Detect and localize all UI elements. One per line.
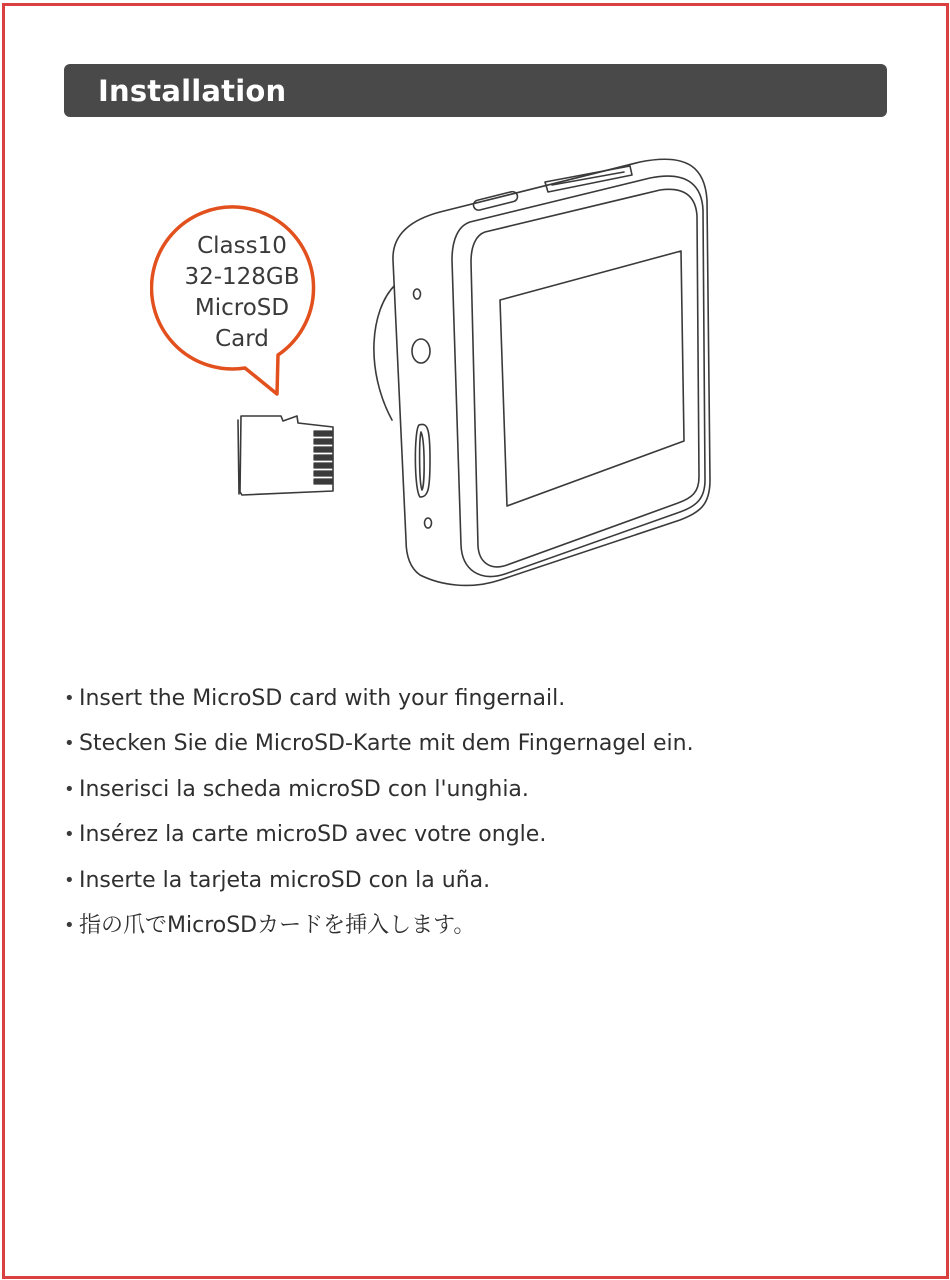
microsd-card-icon (238, 416, 333, 495)
bubble-line-1: Class10 (197, 233, 287, 259)
instruction-italian: • Inserisci la scheda microSD con l'unghia. (64, 775, 694, 805)
dashcam-microsd-illustration (150, 150, 730, 590)
instruction-list (64, 684, 694, 956)
section-title: Installation (98, 74, 287, 108)
bubble-line-3: MicroSD (194, 295, 290, 321)
bubble-line-4: Card (215, 326, 269, 352)
dashcam-icon (374, 159, 710, 585)
bubble-line-2: 32-128GB (184, 264, 300, 290)
instruction-japanese: • 指の爪でMicroSDカードを挿入します。 (64, 911, 694, 941)
instruction-english: • Insert the MicroSD card with your fingernail. (64, 684, 694, 714)
instruction-french: • Insérez la carte microSD avec votre ongle. (64, 820, 694, 850)
instruction-german: • Stecken Sie die MicroSD-Karte mit dem Fingernagel ein. (64, 729, 694, 759)
section-header (64, 64, 887, 117)
instruction-spanish: • Inserte la tarjeta microSD con la uña. (64, 866, 694, 896)
